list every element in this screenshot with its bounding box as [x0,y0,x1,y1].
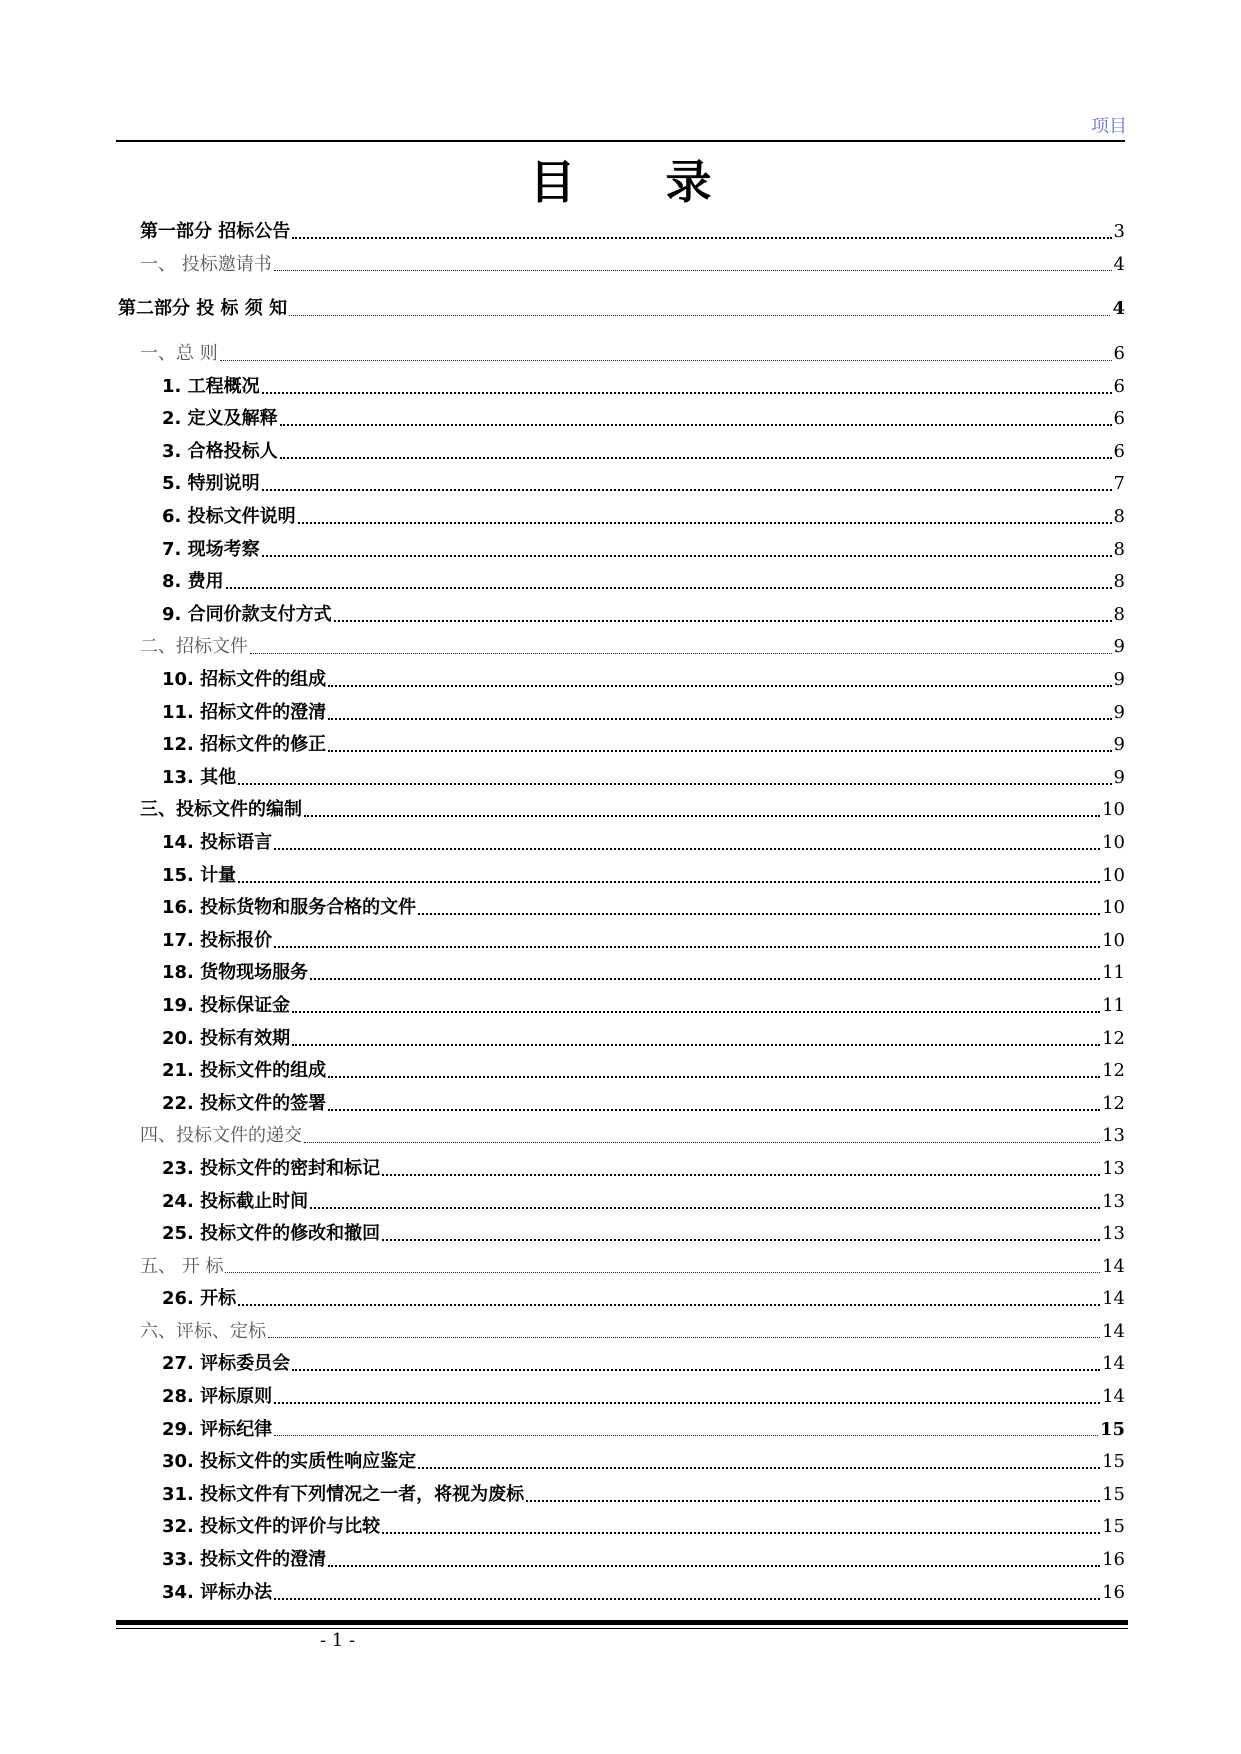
toc-leader-dots [292,1044,1100,1046]
toc-entry[interactable] [116,1153,1125,1186]
toc-entry-title: 17. 投标报价 [162,929,273,951]
toc-leader-dots [280,424,1112,426]
toc-entry-title: 11. 招标文件的澄清 [162,701,327,723]
toc-leader-dots [526,1500,1100,1502]
toc-entry-title: 二、招标文件 [140,636,248,658]
toc-entry-page: 10 [1102,864,1125,886]
toc-entry-title: 第一部分 招标公告 [140,221,291,243]
toc-entry[interactable] [116,1348,1125,1381]
toc-entry[interactable] [116,1022,1125,1055]
toc-entry-title: 16. 投标货物和服务合格的文件 [162,897,417,919]
toc-entry-page: 13 [1102,1125,1125,1147]
toc-entry[interactable] [116,924,1125,957]
toc-entry[interactable] [116,1087,1125,1120]
toc-leader-dots [280,457,1112,459]
toc-leader-dots [292,1011,1100,1013]
toc-entry-title: 32. 投标文件的评价与比较 [162,1516,381,1538]
toc-entry[interactable] [116,1544,1125,1577]
toc-entry-page: 9 [1113,766,1125,788]
toc-entry-page: 13 [1102,1223,1125,1245]
toc-entry-page: 10 [1102,897,1125,919]
toc-entry-page: 10 [1102,831,1125,853]
toc-entry-page: 15 [1102,1483,1125,1505]
toc-entry[interactable] [116,338,1125,371]
toc-entry-page: 9 [1113,701,1125,723]
toc-leader-dots [225,1272,1100,1273]
toc-entry-title: 6. 投标文件说明 [162,506,296,528]
toc-entry-title: 1. 工程概况 [162,375,260,397]
toc-entry[interactable] [116,1446,1125,1479]
toc-entry-title: 33. 投标文件的澄清 [162,1549,327,1571]
toc-leader-dots [238,881,1100,883]
toc-leader-dots [274,1435,1098,1436]
toc-entry[interactable] [116,1120,1125,1153]
toc-entry[interactable] [116,1250,1125,1283]
toc-entry-title: 22. 投标文件的签署 [162,1092,327,1114]
toc-entry[interactable] [116,403,1125,436]
toc-entry-page: 14 [1102,1386,1125,1408]
toc-leader-dots [328,1109,1100,1111]
header-project-label: 项目 [1091,116,1127,137]
toc-entry[interactable] [116,631,1125,664]
toc-leader-dots [274,1598,1100,1600]
toc-entry-title: 31. 投标文件有下列情况之一者，将视为废标 [162,1483,525,1505]
toc-leader-dots [418,913,1100,915]
toc-entry[interactable] [116,566,1125,599]
toc-entry-title: 20. 投标有效期 [162,1027,291,1049]
toc-entry-title: 第二部分 投 标 须 知 [118,298,288,320]
toc-leader-dots [250,653,1112,654]
toc-entry-page: 9 [1113,734,1125,756]
toc-leader-dots [274,1402,1100,1404]
toc-entry-page: 14 [1102,1353,1125,1375]
toc-entry[interactable] [116,216,1125,249]
toc-entry-page: 12 [1102,1092,1125,1114]
toc-entry-title: 25. 投标文件的修改和撤回 [162,1223,381,1245]
toc-leader-dots [382,1239,1100,1241]
toc-entry-title: 14. 投标语言 [162,831,273,853]
toc-entry-page: 8 [1113,506,1125,528]
toc-entry-page: 11 [1102,962,1125,984]
toc-entry[interactable] [116,436,1125,469]
toc-entry-title: 四、投标文件的递交 [140,1125,302,1147]
toc-entry[interactable] [116,249,1125,282]
toc-entry-title: 19. 投标保证金 [162,994,291,1016]
toc-entry-page: 9 [1113,669,1125,691]
page-title: 目录 [529,155,802,209]
toc-entry[interactable] [116,1511,1125,1544]
toc-entry-page: 7 [1113,473,1125,495]
toc-entry-page: 9 [1113,636,1125,658]
toc-entry-title: 7. 现场考察 [162,538,260,560]
toc-entry-page: 15 [1099,1418,1125,1440]
toc-entry-page: 12 [1102,1060,1125,1082]
toc-entry-page: 11 [1102,994,1125,1016]
toc-leader-dots [220,360,1112,361]
toc-entry-title: 12. 招标文件的修正 [162,734,327,756]
toc-entry-title: 10. 招标文件的组成 [162,669,327,691]
toc-entry-title: 15. 计量 [162,864,237,886]
toc-entry-page: 6 [1113,343,1125,365]
toc-leader-dots [268,1337,1100,1338]
toc-entry-page: 4 [1113,253,1125,275]
toc-entry[interactable] [116,370,1125,403]
header-rule [116,140,1125,142]
toc-leader-dots [328,718,1111,720]
toc-entry-title: 六、评标、定标 [140,1320,266,1342]
toc-leader-dots [289,315,1110,316]
toc-entry-title: 21. 投标文件的组成 [162,1060,327,1082]
toc-entry[interactable] [116,762,1125,795]
toc-entry[interactable] [116,892,1125,925]
toc-entry-title: 34. 评标办法 [162,1581,273,1603]
toc-entry-title: 三、投标文件的编制 [140,799,302,821]
toc-entry[interactable] [116,1283,1125,1316]
toc-entry[interactable] [116,599,1125,632]
toc-entry-page: 8 [1113,603,1125,625]
toc-entry-title: 2. 定义及解释 [162,408,278,430]
toc-entry[interactable] [116,1316,1125,1349]
toc-entry-title: 30. 投标文件的实质性响应鉴定 [162,1451,417,1473]
toc-entry[interactable] [116,1413,1125,1446]
toc-entry[interactable] [116,1381,1125,1414]
toc-leader-dots [304,815,1100,817]
toc-entry-page: 6 [1113,440,1125,462]
toc-entry[interactable] [116,1479,1125,1512]
toc-entry-page: 10 [1102,799,1125,821]
toc-leader-dots [328,750,1111,752]
toc-leader-dots [262,555,1112,557]
toc-leader-dots [274,848,1100,850]
toc-entry-page: 16 [1102,1549,1125,1571]
toc-entry[interactable] [116,696,1125,729]
toc-entry-title: 23. 投标文件的密封和标记 [162,1157,381,1179]
toc-entry-title: 28. 评标原则 [162,1386,273,1408]
toc-entry[interactable] [116,1576,1125,1609]
toc-entry-title: 18. 货物现场服务 [162,962,309,984]
toc-leader-dots [226,587,1112,589]
toc-entry-page: 14 [1102,1288,1125,1310]
toc-leader-dots [382,1532,1100,1534]
toc-entry[interactable] [116,990,1125,1023]
footer-rule-thin [116,1628,1128,1629]
toc-entry-page: 4 [1112,298,1125,320]
toc-entry-page: 13 [1102,1157,1125,1179]
toc-entry-page: 8 [1113,538,1125,560]
toc-entry-title: 8. 费用 [162,571,224,593]
toc-leader-dots [328,1076,1100,1078]
toc-entry[interactable] [116,827,1125,860]
toc-leader-dots [418,1467,1100,1469]
toc-entry-page: 15 [1102,1451,1125,1473]
toc-entry-title: 3. 合格投标人 [162,440,278,462]
toc-entry[interactable] [116,664,1125,697]
toc-entry-title: 五、 开 标 [140,1255,224,1277]
toc-entry-page: 12 [1102,1027,1125,1049]
toc-leader-dots [328,685,1111,687]
toc-entry[interactable] [116,501,1125,534]
footer-rule-thick [116,1620,1128,1625]
toc-entry-title: 一、 投标邀请书 [140,253,272,275]
toc-entry[interactable] [116,468,1125,501]
toc-entry-page: 6 [1113,375,1125,397]
toc-entry-page: 6 [1113,408,1125,430]
toc-leader-dots [310,978,1100,980]
toc-entry-page: 13 [1102,1190,1125,1212]
toc-entry-title: 5. 特别说明 [162,473,260,495]
toc-entry-page: 16 [1102,1581,1125,1603]
toc-entry-page: 3 [1113,221,1125,243]
toc-leader-dots [328,1565,1100,1567]
toc-entry-title: 13. 其他 [162,766,237,788]
toc-leader-dots [262,392,1112,394]
toc-entry-page: 8 [1113,571,1125,593]
toc-leader-dots [274,270,1112,271]
toc-entry-title: 26. 开标 [162,1288,237,1310]
toc-leader-dots [292,237,1111,239]
toc-leader-dots [238,1304,1100,1306]
toc-leader-dots [292,1369,1100,1371]
toc-leader-dots [274,946,1100,948]
toc-leader-dots [334,620,1112,622]
toc-entry-page: 10 [1102,929,1125,951]
toc-entry-page: 14 [1102,1320,1125,1342]
toc-entry[interactable] [116,1218,1125,1251]
toc-leader-dots [298,522,1112,524]
toc-leader-dots [262,489,1112,491]
toc-entry-title: 一、总 则 [140,343,218,365]
toc-entry-title: 29. 评标纪律 [162,1418,273,1440]
toc-leader-dots [382,1174,1100,1176]
toc-entry[interactable] [116,794,1125,827]
toc-leader-dots [238,783,1111,785]
toc-leader-dots [310,1207,1100,1209]
toc-entry[interactable] [116,957,1125,990]
toc-entry-page: 14 [1102,1255,1125,1277]
toc-entry[interactable] [116,533,1125,566]
toc-entry[interactable] [116,293,1125,326]
toc-entry[interactable] [116,1055,1125,1088]
toc-entry[interactable] [116,729,1125,762]
toc-entry-title: 24. 投标截止时间 [162,1190,309,1212]
toc-entry-title: 27. 评标委员会 [162,1353,291,1375]
toc-entry-title: 9. 合同价款支付方式 [162,603,332,625]
toc-entry-page: 15 [1102,1516,1125,1538]
toc-leader-dots [304,1142,1100,1143]
toc-entry[interactable] [116,1185,1125,1218]
table-of-contents [116,216,1125,1609]
toc-entry[interactable] [116,859,1125,892]
page-number: - 1 - [320,1630,356,1651]
